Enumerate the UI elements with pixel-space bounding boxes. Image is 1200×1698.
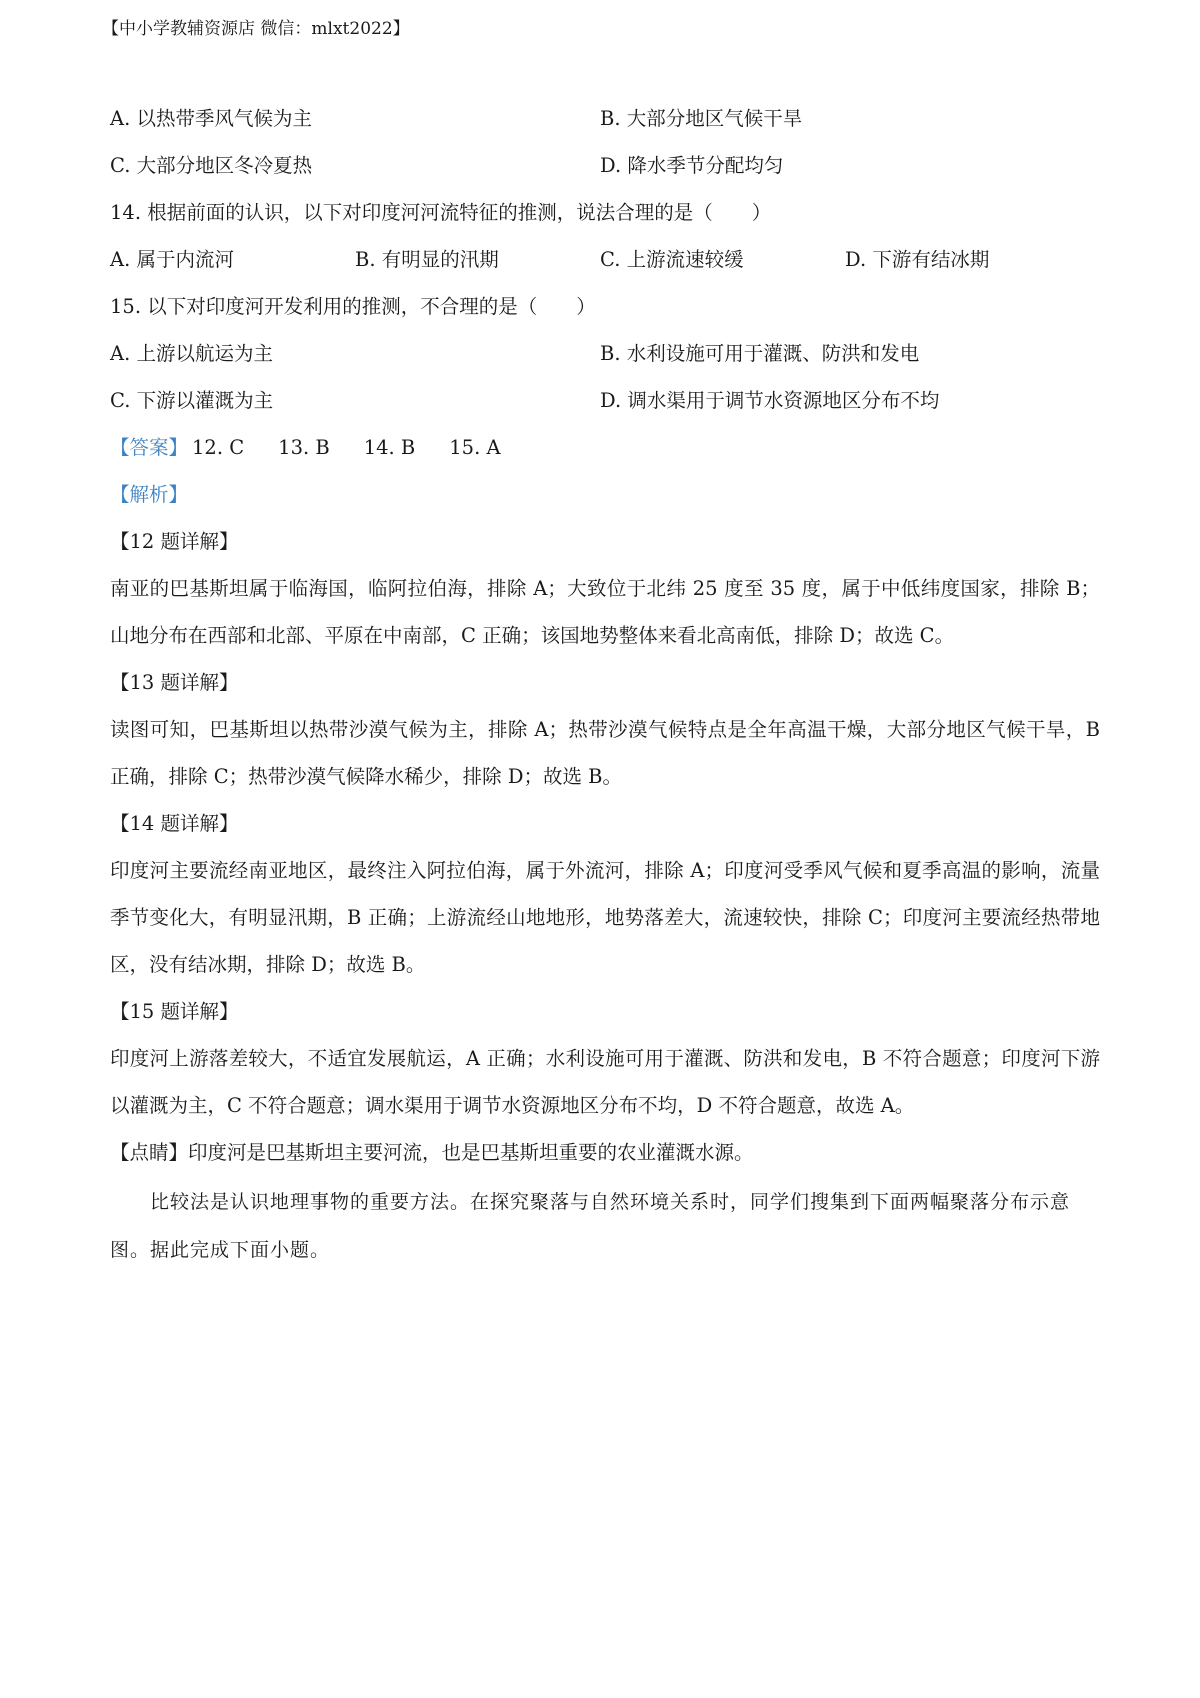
q15-option-c: C. 下游以灌溉为主 <box>110 389 274 412</box>
section-15-text: 印度河上游落差较大，不适宜发展航运，A 正确；水利设施可用于灌溉、防洪和发电，B 不符合题意；印度河下游以灌溉为主，C 不符合题意；调水渠用于调节水资源地区分布不均，D 不符合题意，故选 A。 <box>110 1047 1100 1117</box>
highlight-label: 【点睛】 <box>110 1141 189 1164</box>
answer-item: 14. B <box>363 436 416 459</box>
q15-stem: 15. 以下对印度河开发利用的推测，不合理的是（ ） <box>110 295 596 318</box>
answer-row <box>110 424 1100 471</box>
section-14-text: 印度河主要流经南亚地区，最终注入阿拉伯海，属于外流河，排除 A；印度河受季风气候和夏季高温的影响，流量季节变化大，有明显汛期，B 正确；上游流经山地地形，地势落差大，流速较快，排除 C；印度河主要流经热带地区，没有结冰期，排除 D；故选 B。 <box>110 859 1100 976</box>
analysis-label: 【解析】 <box>110 483 189 506</box>
section-13-text: 读图可知，巴基斯坦以热带沙漠气候为主，排除 A；热带沙漠气候特点是全年高温干燥，大部分地区气候干旱，B 正确，排除 C；热带沙漠气候降水稀少，排除 D；故选 B。 <box>110 718 1100 788</box>
highlight-row <box>110 1129 1100 1176</box>
q14-options-row <box>110 236 1100 283</box>
q14-stem: 14. 根据前面的认识，以下对印度河河流特征的推测，说法合理的是（ ） <box>110 201 772 224</box>
section-12-heading: 【12 题详解】 <box>110 530 239 553</box>
answer-item: 13. B <box>278 436 330 459</box>
content <box>110 95 1100 1274</box>
q13-option-c: C. 大部分地区冬冷夏热 <box>110 154 313 177</box>
section-14-heading: 【14 题详解】 <box>110 812 239 835</box>
next-question-intro: 比较法是认识地理事物的重要方法。在探究聚落与自然环境关系时，同学们搜集到下面两幅聚落分布示意图。据此完成下面小题。 <box>110 1191 1071 1261</box>
q14-option-d: D. 下游有结冰期 <box>845 248 990 271</box>
q13-option-b: B. 大部分地区气候干旱 <box>600 107 803 130</box>
section-15-heading: 【15 题详解】 <box>110 1000 239 1023</box>
q15-option-b: B. 水利设施可用于灌溉、防洪和发电 <box>600 342 920 365</box>
q15-options-row-1 <box>110 330 1100 377</box>
q14-option-a: A. 属于内流河 <box>110 248 234 271</box>
q14-option-c: C. 上游流速较缓 <box>600 248 744 271</box>
answer-label: 【答案】 <box>110 436 189 459</box>
section-12-text: 南亚的巴基斯坦属于临海国，临阿拉伯海，排除 A；大致位于北纬 25 度至 35 度，属于中低纬度国家，排除 B；山地分布在西部和北部、平原在中南部，C 正确；该国地势整体来看北高南低，排除 D；故选 C。 <box>110 577 1100 647</box>
answer-item: 12. C <box>192 436 245 459</box>
q13-options-row-1 <box>110 95 1100 142</box>
highlight-text: 印度河是巴基斯坦主要河流，也是巴基斯坦重要的农业灌溉水源。 <box>188 1141 754 1164</box>
q15-options-row-2 <box>110 377 1100 424</box>
answer-item: 15. A <box>449 436 501 459</box>
watermark: 【中小学教辅资源店 微信：mlxt2022】 <box>102 19 410 39</box>
q13-option-a: A. 以热带季风气候为主 <box>110 107 312 130</box>
q14-option-b: B. 有明显的汛期 <box>355 248 499 271</box>
q13-options-row-2 <box>110 142 1100 189</box>
q15-option-a: A. 上游以航运为主 <box>110 342 273 365</box>
section-13-heading: 【13 题详解】 <box>110 671 239 694</box>
q15-option-d: D. 调水渠用于调节水资源地区分布不均 <box>600 389 940 412</box>
q13-option-d: D. 降水季节分配均匀 <box>600 154 784 177</box>
